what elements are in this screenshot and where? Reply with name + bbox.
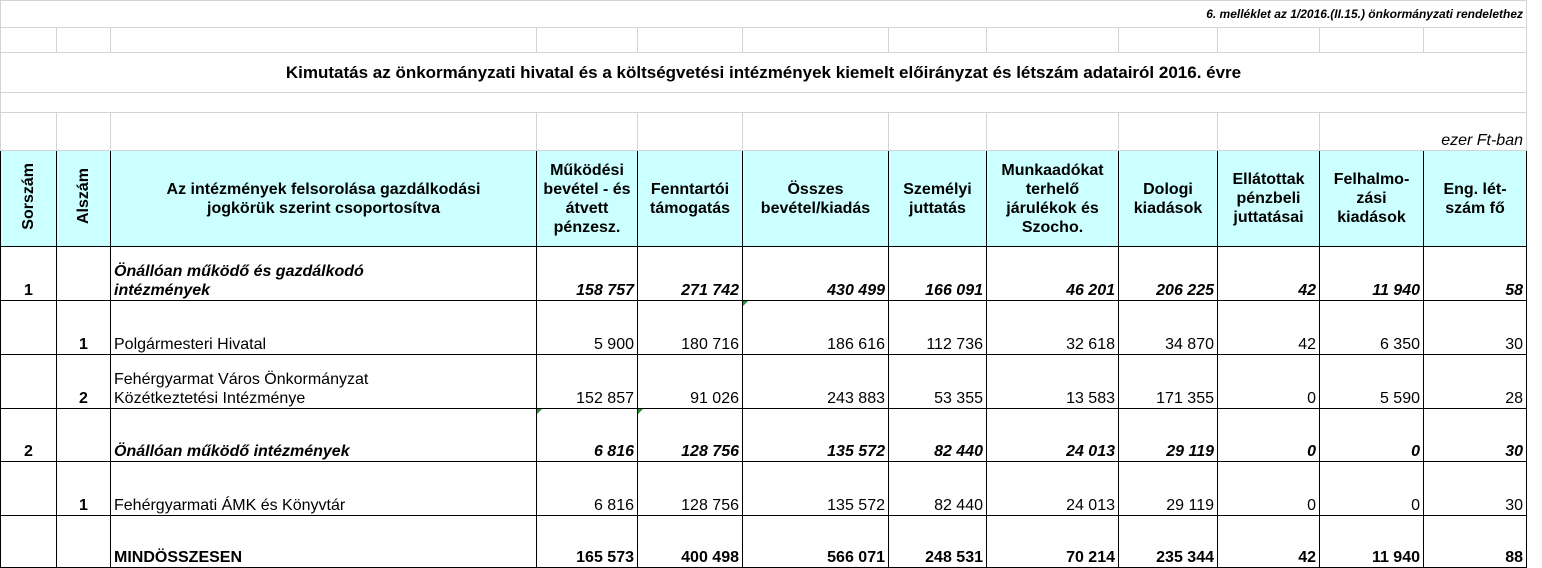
- cell-szemelyi: 82 440: [889, 462, 987, 516]
- row-sorszam: [1, 462, 57, 516]
- row-name: Fehérgyarmati ÁMK és Könyvtár: [111, 462, 537, 516]
- cell-fenntartoi: 180 716: [638, 301, 743, 355]
- cell-eng-letszam: 28: [1424, 355, 1527, 409]
- cell-osszes: 135 572: [743, 462, 889, 516]
- cell-fenntartoi: 91 026: [638, 355, 743, 409]
- cell-eng-letszam: 30: [1424, 301, 1527, 355]
- cell-fenntartoi: 400 498: [638, 516, 743, 568]
- header-alszam: Alszám: [75, 167, 92, 225]
- row-name: Önállóan működő intézmények: [111, 409, 537, 462]
- cell-munkaadokat: 24 013: [987, 462, 1119, 516]
- cell-dologi: 34 870: [1119, 301, 1218, 355]
- row-name: Fehérgyarmat Város Önkormányzat Közétkeztetési Intézménye: [111, 355, 537, 409]
- cell-eng-letszam: 30: [1424, 462, 1527, 516]
- cell-ellatottak: 0: [1218, 409, 1320, 462]
- row-alszam: 1: [57, 462, 111, 516]
- header-sorszam: Sorszám: [20, 162, 37, 230]
- row-alszam: 2: [57, 355, 111, 409]
- header-mukodesi: Működési bevétel - és átvett pénzesz.: [537, 151, 638, 247]
- cell-eng-letszam: 30: [1424, 409, 1527, 462]
- cell-osszes: 566 071: [743, 516, 889, 568]
- header-dologi: Dologi kiadások: [1119, 151, 1218, 247]
- row-name: Polgármesteri Hivatal: [111, 301, 537, 355]
- cell-osszes: 243 883: [743, 355, 889, 409]
- cell-ellatottak: 0: [1218, 462, 1320, 516]
- header-szemelyi: Személyi juttatás: [889, 151, 987, 247]
- cell-munkaadokat: 70 214: [987, 516, 1119, 568]
- table-row: [1, 301, 1527, 355]
- cell-szemelyi: 82 440: [889, 409, 987, 462]
- cell-szemelyi: 166 091: [889, 247, 987, 301]
- table-row: [1, 247, 1527, 301]
- cell-szemelyi: 53 355: [889, 355, 987, 409]
- cell-felhalmozasi: 0: [1320, 462, 1424, 516]
- cell-mukodesi: 6 816: [537, 462, 638, 516]
- cell-osszes: 430 499: [743, 247, 889, 301]
- cell-szemelyi: 248 531: [889, 516, 987, 568]
- header-ellatottak: Ellátottak pénzbeli juttatásai: [1218, 151, 1320, 247]
- cell-mukodesi: 152 857: [537, 355, 638, 409]
- row-name: MINDÖSSZESEN: [111, 516, 537, 568]
- cell-dologi: 29 119: [1119, 462, 1218, 516]
- table-row-total: [1, 516, 1527, 568]
- header-fenntartoi: Fenntartói támogatás: [638, 151, 743, 247]
- cell-felhalmozasi: 11 940: [1320, 516, 1424, 568]
- table-row: [1, 409, 1527, 462]
- header-name: Az intézmények felsorolása gazdálkodási jogkörük szerint csoportosítva: [111, 151, 537, 247]
- cell-ellatottak: 42: [1218, 247, 1320, 301]
- cell-munkaadokat: 24 013: [987, 409, 1119, 462]
- cell-munkaadokat: 13 583: [987, 355, 1119, 409]
- row-name: Önállóan működő és gazdálkodó intézmények: [111, 247, 537, 301]
- cell-eng-letszam: 58: [1424, 247, 1527, 301]
- row-sorszam: 1: [1, 247, 57, 301]
- cell-dologi: 171 355: [1119, 355, 1218, 409]
- cell-dologi: 206 225: [1119, 247, 1218, 301]
- unit-label: ezer Ft-ban: [1320, 113, 1527, 151]
- cell-mukodesi: 6 816: [537, 409, 638, 462]
- cell-munkaadokat: 32 618: [987, 301, 1119, 355]
- row-alszam: 1: [57, 301, 111, 355]
- row-sorszam: [1, 301, 57, 355]
- cell-felhalmozasi: 5 590: [1320, 355, 1424, 409]
- cell-dologi: 29 119: [1119, 409, 1218, 462]
- cell-mukodesi: 158 757: [537, 247, 638, 301]
- cell-ellatottak: 42: [1218, 516, 1320, 568]
- header-munkaadokat: Munkaadókat terhelő járulékok és Szocho.: [987, 151, 1119, 247]
- cell-osszes: 135 572: [743, 409, 889, 462]
- row-alszam: [57, 409, 111, 462]
- row-sorszam: [1, 355, 57, 409]
- row-alszam: [57, 247, 111, 301]
- cell-ellatottak: 0: [1218, 355, 1320, 409]
- row-sorszam: 2: [1, 409, 57, 462]
- cell-munkaadokat: 46 201: [987, 247, 1119, 301]
- cell-mukodesi: 5 900: [537, 301, 638, 355]
- cell-mukodesi: 165 573: [537, 516, 638, 568]
- table-row: [1, 462, 1527, 516]
- row-sorszam: [1, 516, 57, 568]
- cell-osszes: 186 616: [743, 301, 889, 355]
- cell-felhalmozasi: 11 940: [1320, 247, 1424, 301]
- cell-fenntartoi: 128 756: [638, 462, 743, 516]
- row-alszam: [57, 516, 111, 568]
- cell-fenntartoi: 271 742: [638, 247, 743, 301]
- cell-eng-letszam: 88: [1424, 516, 1527, 568]
- annex-note: 6. melléklet az 1/2016.(II.15.) önkormányzati rendelethez: [1, 1, 1527, 28]
- cell-fenntartoi: 128 756: [638, 409, 743, 462]
- cell-felhalmozasi: 0: [1320, 409, 1424, 462]
- cell-szemelyi: 112 736: [889, 301, 987, 355]
- table-row: [1, 355, 1527, 409]
- cell-dologi: 235 344: [1119, 516, 1218, 568]
- header-eng-letszam: Eng. lét-szám fő: [1424, 151, 1527, 247]
- header-felhalmozasi: Felhalmo-zási kiadások: [1320, 151, 1424, 247]
- cell-felhalmozasi: 6 350: [1320, 301, 1424, 355]
- header-osszes: Összes bevétel/kiadás: [743, 151, 889, 247]
- cell-ellatottak: 42: [1218, 301, 1320, 355]
- page-title: Kimutatás az önkormányzati hivatal és a költségvetési intézmények kiemelt előirányzat és létszám adatairól 2016. évre: [1, 53, 1527, 93]
